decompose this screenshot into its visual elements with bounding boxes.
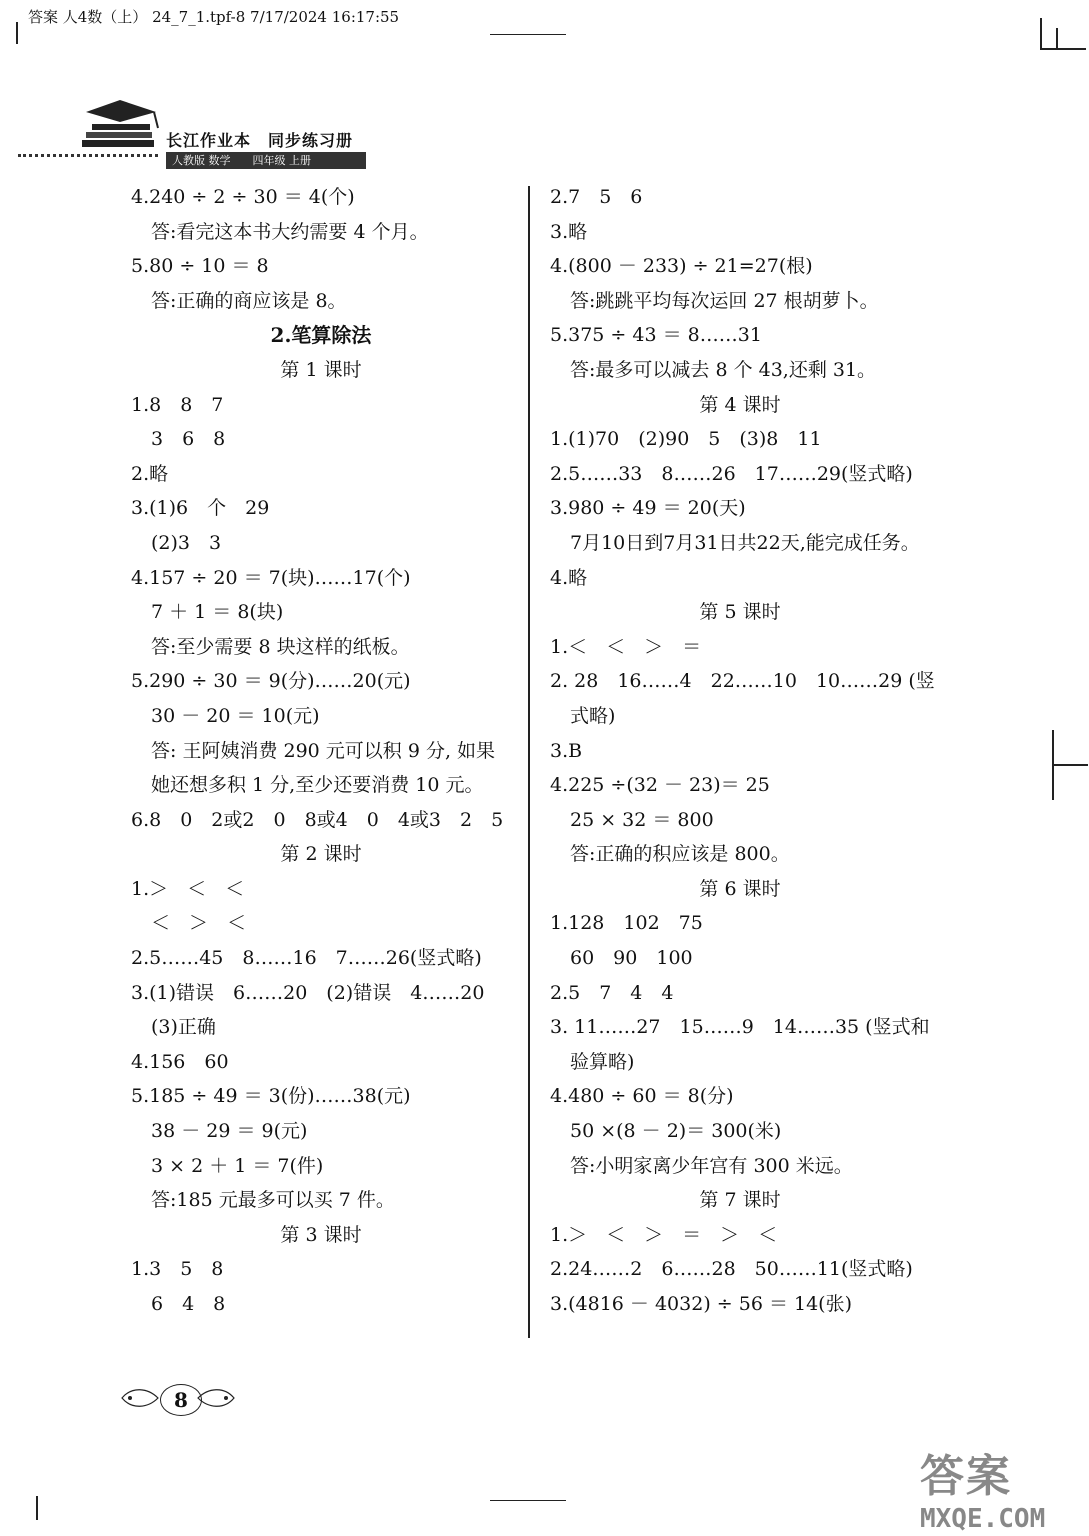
- answer-line: 3.(4816 － 4032) ÷ 56 ＝ 14(张): [550, 1293, 852, 1315]
- answer-line: 答:最多可以减去 8 个 43,还剩 31。: [570, 358, 877, 381]
- watermark-logo-text: 答案: [920, 1451, 1012, 1502]
- answer-line: 4.156 60: [131, 1050, 229, 1073]
- answer-line: (2)3 3: [151, 531, 222, 554]
- lesson-heading: 第 5 课时: [699, 601, 781, 624]
- answer-line: 4.157 ÷ 20 ＝ 7(块)……17(个): [131, 566, 411, 589]
- answer-line: 3.980 ÷ 49 ＝ 20(天): [550, 497, 746, 520]
- answer-line: 4.240 ÷ 2 ÷ 30 ＝ 4(个): [131, 186, 355, 208]
- lesson-heading: 第 7 课时: [699, 1189, 781, 1212]
- crop-mark: [36, 1496, 38, 1520]
- answer-line: 3.(1)6 个 29: [131, 497, 270, 520]
- answer-line: 答:至少需要 8 块这样的纸板。: [151, 635, 410, 658]
- brand-subtitle: 人教版 数学 四年级 上册: [166, 152, 366, 169]
- answer-line: (3)正确: [151, 1016, 216, 1039]
- answer-line: 答:小明家离少年宫有 300 米远。: [570, 1154, 853, 1177]
- answer-line: 2.5……33 8……26 17……29(竖式略): [550, 462, 913, 485]
- answer-line: 1.128 102 75: [550, 912, 703, 935]
- answer-line: 2.略: [131, 462, 169, 485]
- answer-line: 7 ＋ 1 ＝ 8(块): [151, 601, 284, 624]
- right-answer-column: [550, 180, 935, 1322]
- answer-line: 4.225 ÷(32 － 23)＝ 25: [550, 774, 770, 797]
- answer-line: 2.5 7 4 4: [550, 981, 674, 1004]
- answer-line: 3.(1)错误 6……20 (2)错误 4……20: [131, 981, 485, 1004]
- watermark-url: MXQE.COM: [920, 1504, 1046, 1534]
- print-header-line: 答案 人4数（上） 24_7_1.tpf-8 7/17/2024 16:17:55: [28, 8, 400, 26]
- lesson-heading: 第 2 课时: [280, 843, 362, 866]
- answer-line: 答:正确的商应该是 8。: [151, 289, 347, 312]
- answer-line: 5.185 ÷ 49 ＝ 3(份)……38(元): [131, 1085, 411, 1108]
- answer-line: 她还想多积 1 分,至少还要消费 10 元。: [151, 774, 484, 797]
- answer-line: 1.＞ ＜ ＞ ＝ ＞ ＜: [550, 1223, 778, 1246]
- left-answer-column: [131, 180, 511, 1322]
- books-logo-icon: [78, 98, 164, 154]
- lesson-heading: 第 6 课时: [699, 877, 781, 900]
- lesson-heading: 第 4 课时: [699, 393, 781, 416]
- answer-line: 答:跳跳平均每次运回 27 根胡萝卜。: [570, 289, 879, 312]
- answer-line: 5.375 ÷ 43 ＝ 8……31: [550, 324, 762, 347]
- page-number: 8: [160, 1384, 202, 1416]
- answer-line: 答:看完这本书大约需要 4 个月。: [151, 220, 429, 243]
- answer-line: 3.略: [550, 220, 588, 243]
- answer-line: 4.略: [550, 566, 588, 589]
- answer-line: 25 × 32 ＝ 800: [570, 808, 714, 831]
- brand-header: [18, 96, 378, 176]
- answer-line: 1.＞ ＜ ＜: [131, 877, 245, 900]
- site-watermark: [920, 1440, 1080, 1534]
- answer-line: 60 90 100: [570, 947, 693, 970]
- crop-mark: [1052, 764, 1088, 766]
- answer-line: 6 4 8: [151, 1293, 226, 1315]
- answer-line: 1.3 5 8: [131, 1258, 224, 1281]
- crop-mark: [1056, 28, 1058, 50]
- crop-mark: [16, 22, 18, 44]
- lesson-heading: 第 3 课时: [280, 1223, 362, 1246]
- page-number-badge: [118, 1380, 238, 1420]
- answer-line: 5.80 ÷ 10 ＝ 8: [131, 255, 269, 278]
- crop-mark: [1040, 18, 1042, 50]
- answer-line: 3.B: [550, 739, 583, 762]
- answer-line: 4.480 ÷ 60 ＝ 8(分): [550, 1085, 734, 1108]
- answer-line: 30 － 20 ＝ 10(元): [151, 704, 320, 727]
- brand-title: 长江作业本 同步练习册: [166, 131, 354, 150]
- answer-line: 3 6 8: [151, 428, 226, 451]
- answer-line: 答:185 元最多可以买 7 件。: [151, 1189, 395, 1212]
- answer-line: ＜ ＞ ＜: [151, 912, 247, 935]
- answer-line: 2. 28 16……4 22……10 10……29 (竖: [550, 670, 935, 693]
- lesson-heading: 第 1 课时: [280, 358, 362, 381]
- answer-line: 50 ×(8 － 2)＝ 300(米): [570, 1120, 782, 1143]
- section-heading: 2.笔算除法: [270, 323, 372, 348]
- answer-line: 2.7 5 6: [550, 186, 643, 208]
- answer-line: 7月10日到7月31日共22天,能完成任务。: [570, 531, 920, 554]
- answer-line: 1.(1)70 (2)90 5 (3)8 11: [550, 428, 822, 451]
- crop-mark: [490, 1500, 566, 1501]
- answer-line: 6.8 0 2或2 0 8或4 0 4或3 2 5: [131, 808, 504, 831]
- answer-line: 2.24……2 6……28 50……11(竖式略): [550, 1258, 913, 1281]
- crop-mark: [490, 34, 566, 35]
- answer-line: 4.(800 － 233) ÷ 21=27(根): [550, 255, 813, 278]
- answer-line: 5.290 ÷ 30 ＝ 9(分)……20(元): [131, 670, 411, 693]
- answer-line: 2.5……45 8……16 7……26(竖式略): [131, 947, 482, 970]
- answer-line: 3 × 2 ＋ 1 ＝ 7(件): [151, 1154, 324, 1177]
- answer-line: 38 － 29 ＝ 9(元): [151, 1120, 308, 1143]
- dotted-rule: [18, 154, 158, 157]
- answer-line: 答: 王阿姨消费 290 元可以积 9 分, 如果: [151, 739, 496, 762]
- answer-line: 3. 11……27 15……9 14……35 (竖式和: [550, 1016, 930, 1039]
- answer-line: 1.＜ ＜ ＞ ＝: [550, 635, 702, 658]
- answer-line: 答:正确的积应该是 800。: [570, 843, 790, 866]
- answer-line: 1.8 8 7: [131, 393, 224, 416]
- answer-line: 验算略): [570, 1050, 635, 1073]
- crop-mark: [1040, 48, 1086, 50]
- answer-line: 式略): [570, 704, 616, 727]
- column-divider: [528, 186, 530, 1338]
